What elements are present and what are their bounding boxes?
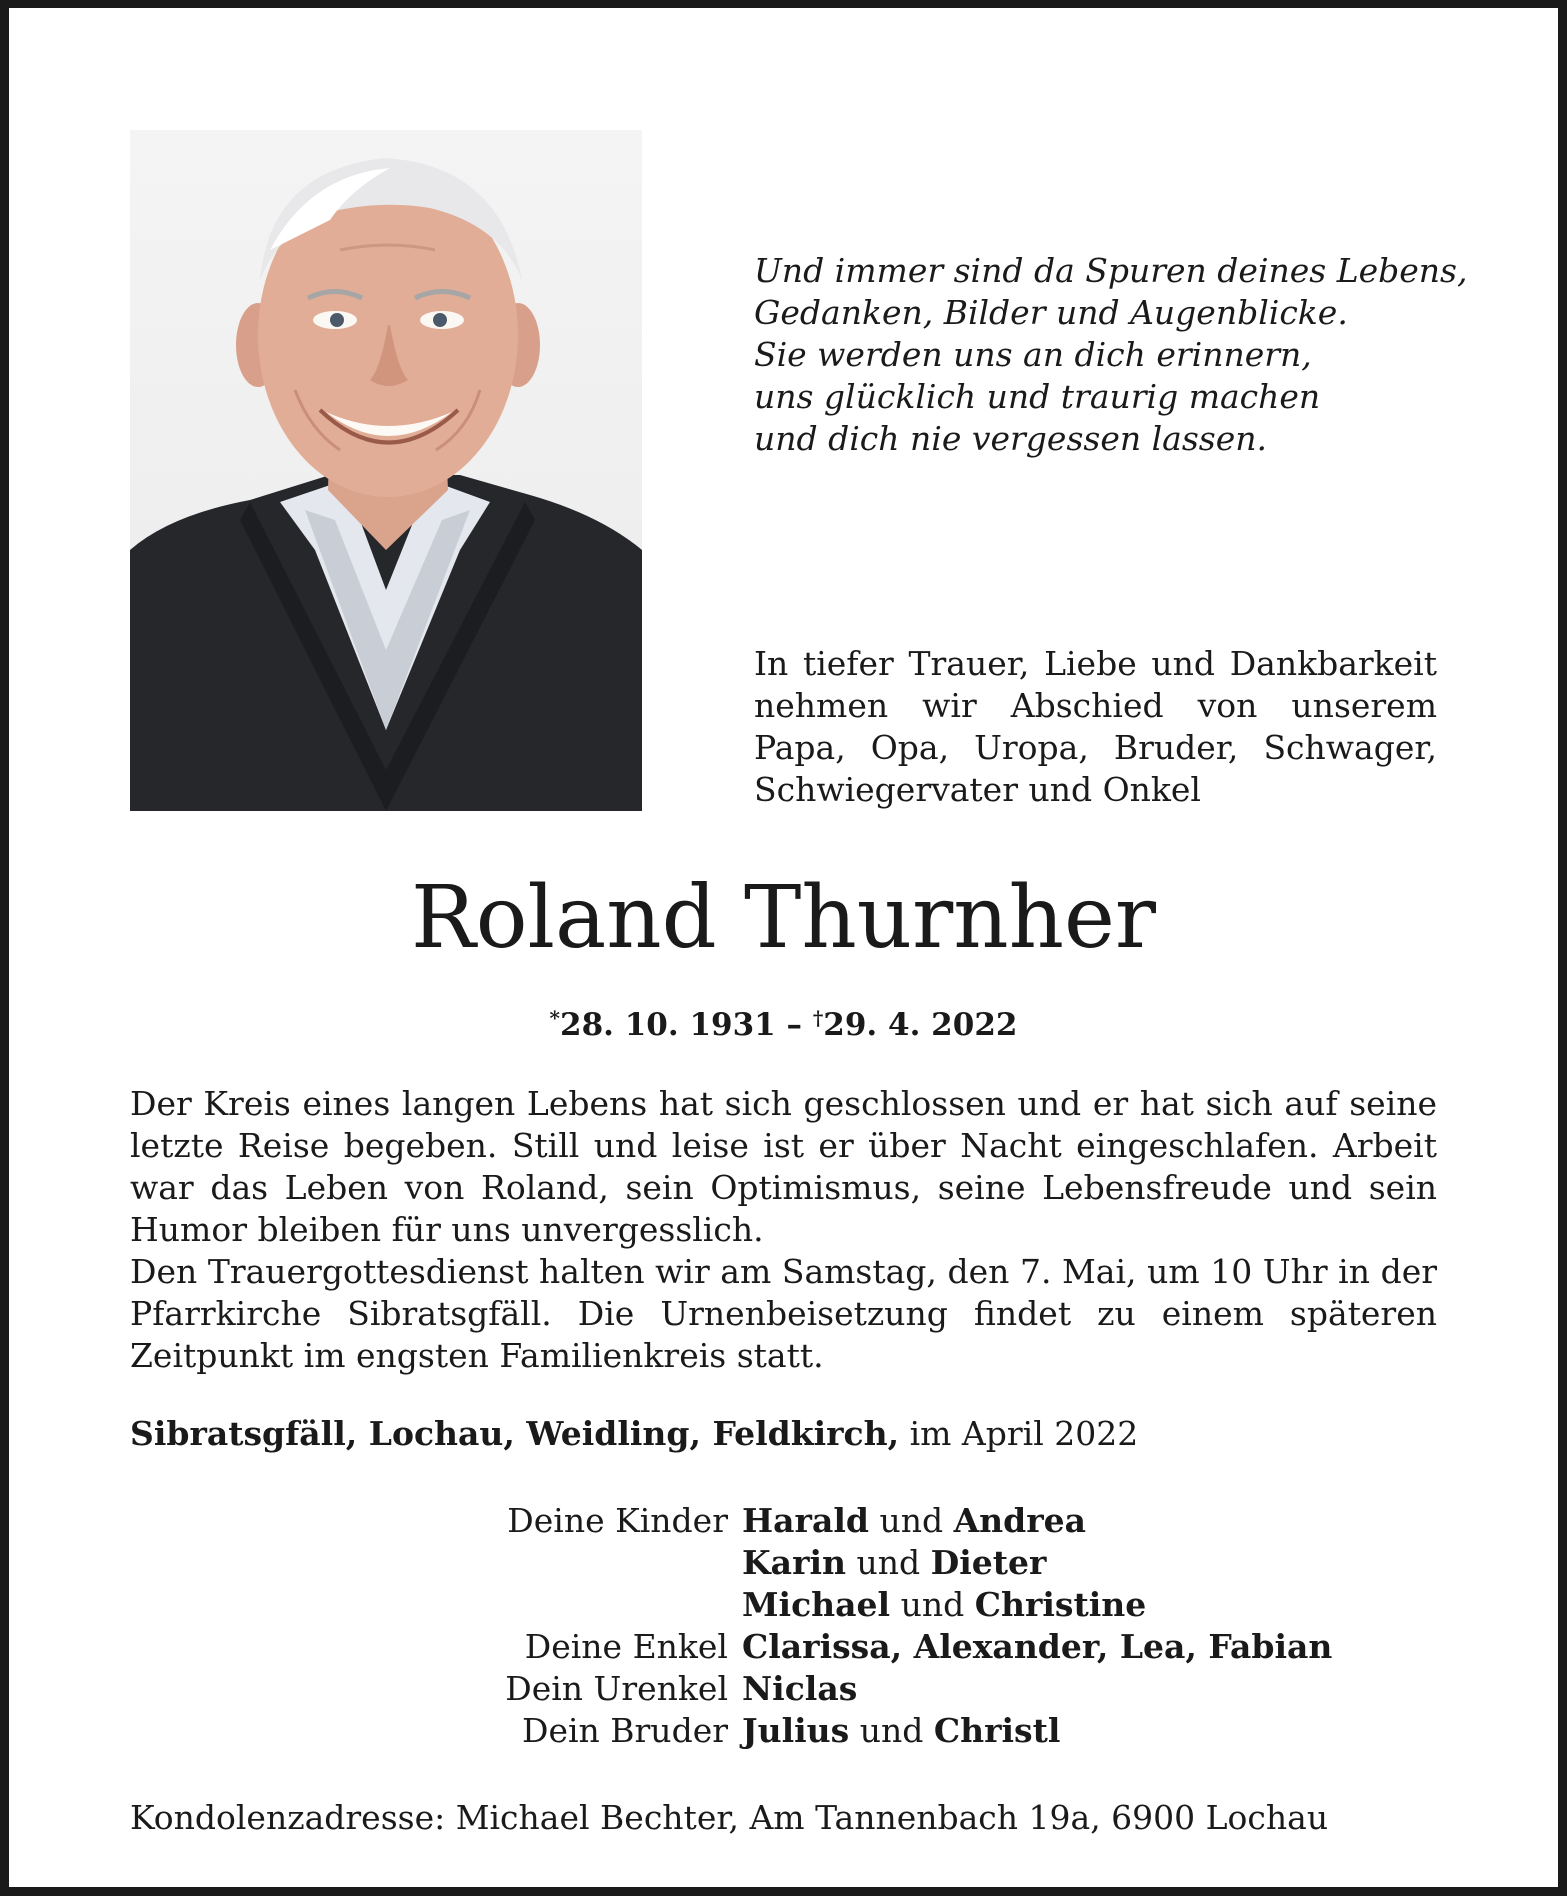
family-names: Clarissa, Alexander, Lea, Fabian — [742, 1627, 1333, 1666]
body-paragraph: Den Trauergottesdienst halten wir am Samstag, den 7. Mai, um 10 Uhr in der Pfarrkirche Sibratsgfäll. Die Urnenbeisetzung findet zu einem späteren Zeitpunkt im engsten Familienkreis statt. — [130, 1252, 1437, 1375]
family-names: Julius und Christl — [742, 1711, 1061, 1750]
condolence-address: Kondolenzadresse: Michael Bechter, Am Tannenbach 19a, 6900 Lochau — [130, 1798, 1329, 1837]
poem-line: Gedanken, Bilder und Augenblicke. — [754, 293, 1348, 332]
locations: Sibratsgfäll, Lochau, Weidling, Feldkirch, — [130, 1414, 900, 1453]
family-row — [130, 1584, 1437, 1626]
family-names: Michael und Christine — [742, 1585, 1147, 1624]
body-paragraph: Der Kreis eines langen Lebens hat sich geschlossen und er hat sich auf seine letzte Reise begeben. Still und leise ist er über Nacht eingeschlafen. Arbeit war das Leben von Roland, sein Optimismus, seine Lebensfreude und sein Humor bleiben für uns unvergesslich. — [130, 1084, 1437, 1249]
family-names: Harald und Andrea — [742, 1501, 1087, 1540]
family-row — [130, 1626, 1437, 1668]
family-label: Dein Urenkel — [505, 1669, 728, 1708]
family-row — [130, 1542, 1437, 1584]
deceased-name: Roland Thurnher — [410, 868, 1157, 968]
death-date: 29. 4. 2022 — [823, 1007, 1018, 1043]
intro-text: In tiefer Trauer, Liebe und Dankbarkeit nehmen wir Abschied von unserem Papa, Opa, Uropa, Bruder, Schwager, Schwiegervater und Onkel — [754, 644, 1437, 809]
family-label — [130, 1542, 742, 1584]
date-separator: – — [775, 1007, 813, 1043]
family-row — [130, 1668, 1437, 1710]
family-list — [130, 1500, 1437, 1752]
poem — [754, 250, 1468, 460]
obituary-body — [130, 1083, 1437, 1377]
life-dates — [0, 998, 1567, 1045]
portrait-photo — [130, 130, 642, 811]
birth-date: 28. 10. 1931 — [560, 1007, 776, 1043]
poem-line: uns glücklich und traurig machen — [754, 377, 1321, 416]
poem-line: Und immer sind da Spuren deines Lebens, — [754, 251, 1468, 290]
poem-line: und dich nie vergessen lassen. — [754, 419, 1267, 458]
notice-date: im April 2022 — [899, 1414, 1139, 1453]
birth-symbol: * — [549, 1006, 560, 1030]
family-names: Niclas — [742, 1669, 858, 1708]
family-label: Deine Enkel — [524, 1627, 728, 1666]
family-row — [130, 1710, 1437, 1752]
place-and-date — [130, 1413, 1437, 1455]
family-label: Deine Kinder — [507, 1501, 728, 1540]
family-names: Karin und Dieter — [742, 1543, 1047, 1582]
poem-line: Sie werden uns an dich erinnern, — [754, 335, 1312, 374]
family-label — [130, 1584, 742, 1626]
family-label: Dein Bruder — [522, 1711, 728, 1750]
death-symbol: † — [812, 1006, 824, 1030]
family-row — [130, 1500, 1437, 1542]
